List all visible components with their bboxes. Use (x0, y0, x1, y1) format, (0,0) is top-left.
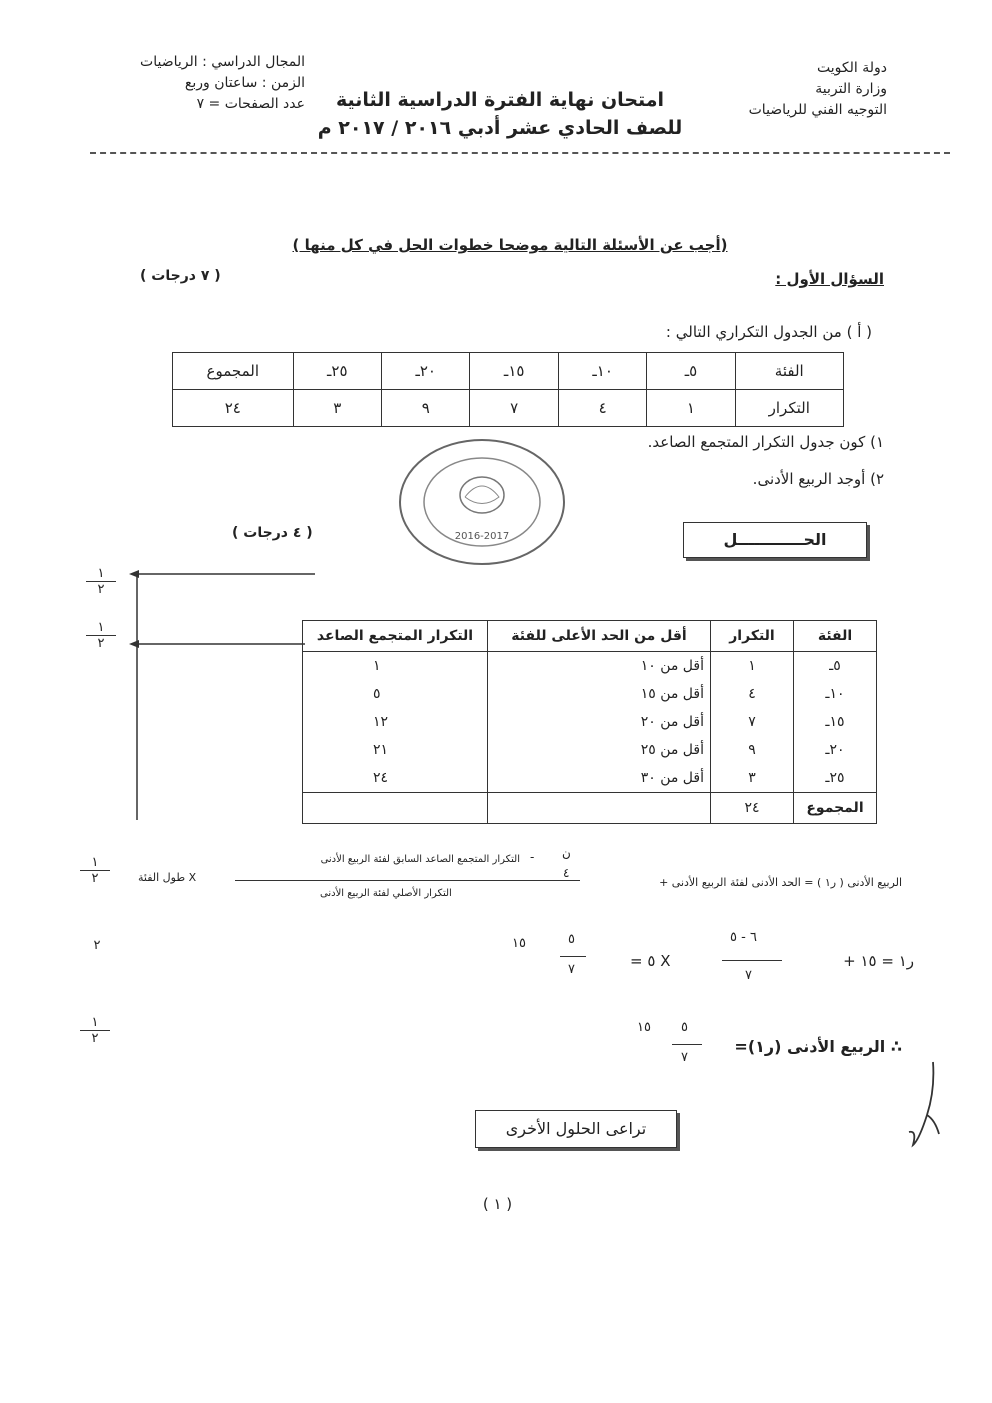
calc-rest: X ٥ = (630, 952, 671, 970)
cell: ١٠ـ (794, 680, 877, 708)
header-country: دولة الكويت (817, 60, 887, 76)
cell: ٧ (711, 708, 794, 736)
cell: ٢٥ـ (794, 764, 877, 793)
formula-times-class-width: X طول الفئة (138, 871, 197, 884)
task-2: ٢) أوجد الربيع الأدنى. (752, 470, 884, 488)
header-class: الفئة (794, 621, 877, 652)
margin-mark-1: ١ ٢ (86, 566, 116, 597)
cell: أقل من ١٥ (488, 680, 711, 708)
cell: ٢٤ (303, 764, 488, 793)
calc-numerator: ٦ - ٥ (730, 930, 757, 945)
cell: ١٢ (303, 708, 488, 736)
cell: ٣ (293, 390, 381, 427)
cell: ١٥ـ (470, 353, 558, 390)
calc-denominator: ٧ (745, 968, 752, 983)
calc-result-int: ١٥ (512, 936, 526, 951)
cell: ٩ (382, 390, 470, 427)
total-value: ٢٤ (711, 793, 794, 824)
table-row (303, 652, 877, 681)
arrow-2 (115, 620, 315, 820)
calc-result-line (560, 956, 586, 957)
part-a-label: ( أ ) من الجدول التكراري التالي : (665, 323, 872, 341)
cell: ٩ (711, 736, 794, 764)
header-frequency: التكرار (711, 621, 794, 652)
cell: ٢١ (303, 736, 488, 764)
table-row (303, 680, 877, 708)
margin-mark-5: ١ ٢ (80, 1015, 110, 1046)
cell: ٢٠ـ (382, 353, 470, 390)
final-num: ٥ (681, 1020, 688, 1035)
margin-mark-4: ٢ (93, 938, 101, 953)
page-count: عدد الصفحات = ٧ (196, 96, 305, 112)
frequency-table (172, 352, 844, 427)
header-right (667, 58, 887, 121)
question1-marks: ( ٧ درجات ) (140, 268, 221, 284)
calc-result-den: ٧ (568, 962, 575, 977)
cell: ٤ (558, 390, 646, 427)
table-row (303, 736, 877, 764)
seal-year: 2016-2017 (454, 531, 510, 542)
header-left (95, 52, 305, 115)
formula-minus: - (530, 850, 535, 864)
formula-lhs: الربيع الأدنى ( ر١ ) = الحد الأدنى لفئة الربيع الأدنى + (659, 876, 902, 889)
subject: المجال الدراسي : الرياضيات (140, 54, 305, 70)
cell: أقل من ٣٠ (488, 764, 711, 793)
table-row (303, 764, 877, 793)
table-row (303, 708, 877, 736)
cell: ١٥ـ (794, 708, 877, 736)
cell: ٥ـ (647, 353, 735, 390)
cell: ٢٤ (173, 390, 294, 427)
header-ministry: وزارة التربية (815, 81, 887, 97)
cumulative-header-row (303, 621, 877, 652)
official-seal (395, 435, 570, 570)
cell: ١٠ـ (558, 353, 646, 390)
exam-grade: للصف الحادي عشر أدبي ٢٠١٦ / ٢٠١٧ م (317, 117, 683, 139)
cell: ٥ (303, 680, 488, 708)
freq-row-frequencies (173, 390, 844, 427)
cell: المجموع (173, 353, 294, 390)
cell: أقل من ٢٠ (488, 708, 711, 736)
cell: أقل من ١٠ (488, 652, 711, 681)
final-lhs: ∴ الربيع الأدنى (ر١)= (734, 1037, 902, 1056)
solution-marks: ( ٤ درجات ) (232, 525, 313, 541)
cumulative-table (302, 620, 877, 824)
instruction: (أجب عن الأسئلة التالية موضحا خطوات الحل في كل منها ) (292, 236, 728, 254)
header-department: التوجيه الفني للرياضيات (748, 102, 887, 118)
total-row (303, 793, 877, 824)
cell: ٧ (470, 390, 558, 427)
cell: ١ (303, 652, 488, 681)
cell: الفئة (735, 353, 843, 390)
final-fraction-line (672, 1044, 702, 1045)
calc-lhs: ر١ = ١٥ + (843, 952, 914, 970)
formula-numerator-text: التكرار المتجمع الصاعد السابق لفئة الربيع الأدنى (320, 854, 520, 865)
formula-fraction-line (235, 880, 580, 881)
cell-empty (303, 793, 488, 824)
header-center (300, 86, 700, 142)
duration: الزمن : ساعتان وربع (184, 75, 305, 91)
checkmark-icon (905, 1060, 945, 1155)
calc-fraction-line (722, 960, 782, 961)
formula-numerator-4: ٤ (563, 866, 570, 880)
cell: ١ (711, 652, 794, 681)
task-1: ١) كون جدول التكرار المتجمع الصاعد. (647, 433, 884, 451)
cell: ٢٥ـ (293, 353, 381, 390)
arrow-1 (115, 570, 315, 620)
margin-mark-3: ١ ٢ (80, 855, 110, 886)
freq-row-classes (173, 353, 844, 390)
page-number: ( ١ ) (482, 1195, 513, 1213)
cell-empty (488, 793, 711, 824)
header-cumulative: التكرار المتجمع الصاعد (303, 621, 488, 652)
question1-title: السؤال الأول : (775, 270, 884, 288)
formula-denominator: التكرار الأصلي لفئة الربيع الأدنى (320, 888, 452, 899)
cell: ٣ (711, 764, 794, 793)
cell: التكرار (735, 390, 843, 427)
formula-numerator-n: ن (562, 846, 571, 860)
header-divider (90, 152, 950, 154)
header-less-than: أقل من الحد الأعلى للفئة (488, 621, 711, 652)
cell: ٥ـ (794, 652, 877, 681)
margin-mark-2: ١ ٢ (86, 620, 116, 651)
cell: أقل من ٢٥ (488, 736, 711, 764)
final-int: ١٥ (637, 1020, 651, 1035)
cell: ٤ (711, 680, 794, 708)
calc-result-num: ٥ (568, 932, 575, 947)
total-label: المجموع (794, 793, 877, 824)
cell: ٢٠ـ (794, 736, 877, 764)
final-den: ٧ (681, 1050, 688, 1065)
cell: ١ (647, 390, 735, 427)
solution-label: الحــــــــــــل (683, 522, 867, 558)
exam-title: امتحان نهاية الفترة الدراسية الثانية (335, 89, 665, 111)
alternate-solutions-note: تراعى الحلول الأخرى (475, 1110, 677, 1148)
